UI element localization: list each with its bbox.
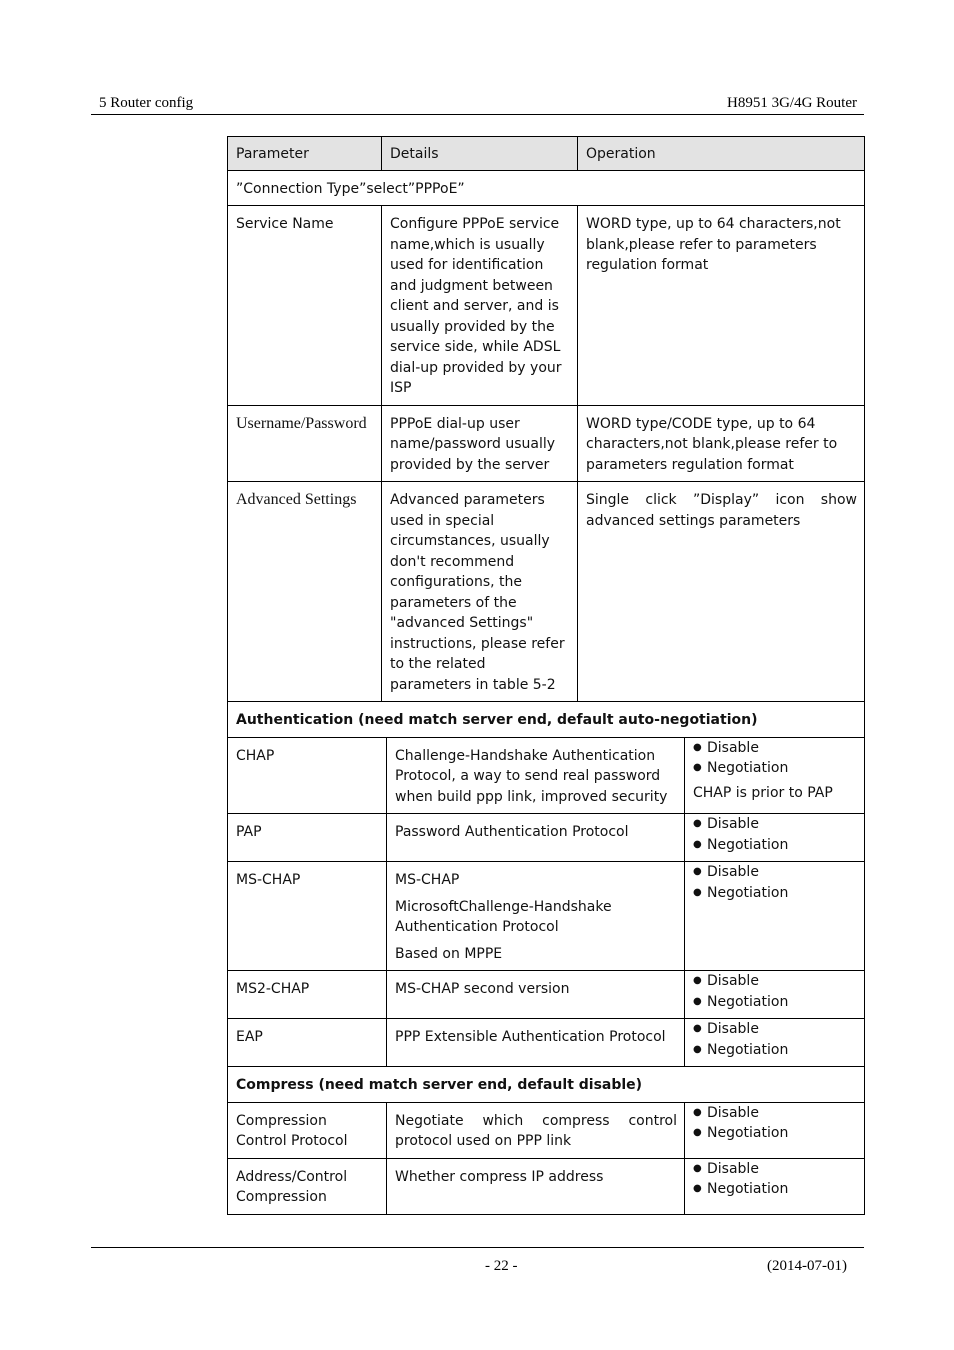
section-title-compress: Compress (need match server end, default disable) — [228, 1067, 865, 1103]
option-negotiation: ● Negotiation — [693, 992, 857, 1013]
header-chapter: 5 Router config — [99, 95, 194, 111]
footer-page-number: - 22 - — [485, 1258, 518, 1274]
header-product: H8951 3G/4G Router — [727, 95, 857, 111]
option-negotiation: ● Negotiation — [693, 1040, 857, 1061]
eap-options — [693, 1019, 857, 1060]
details-ms-chap — [387, 862, 685, 971]
option-disable: ● Disable — [693, 1019, 857, 1040]
ms-chap-details-basis: Based on MPPE — [395, 945, 503, 962]
operation-compression-control — [685, 1102, 865, 1158]
section-title-authentication: Authentication (need match server end, default auto-negotiation) — [228, 702, 865, 738]
operation-advanced-text: Single click ”Display” icon show advanced settings parameters — [586, 492, 857, 529]
option-disable: ● Disable — [693, 862, 857, 883]
compression-control-text: Negotiate which compress control protocol used on PPP link — [395, 1112, 677, 1149]
operation-eap — [685, 1019, 865, 1067]
param-compression-control: Compression Control Protocol — [228, 1102, 387, 1158]
option-disable: ● Disable — [693, 1159, 857, 1180]
option-negotiation: ● Negotiation — [693, 883, 857, 904]
header-rule — [91, 114, 864, 115]
operation-chap — [685, 737, 865, 814]
operation-service-name: WORD type, up to 64 characters,not blank,please refer to parameters regulation format — [578, 206, 865, 406]
ms-chap-details-name: MS-CHAP — [395, 872, 460, 888]
param-eap: EAP — [228, 1019, 387, 1067]
footer-date: (2014-07-01) — [767, 1258, 847, 1274]
param-chap: CHAP — [228, 737, 387, 814]
column-header-operation: Operation — [578, 137, 865, 171]
table-row-advanced-settings — [228, 482, 865, 702]
param-pap: PAP — [228, 814, 387, 862]
operation-ms-chap — [685, 862, 865, 971]
table-row-address-control — [228, 1158, 865, 1214]
table-row-eap — [228, 1019, 865, 1067]
compression-control-options — [693, 1103, 857, 1144]
option-negotiation: ● Negotiation — [693, 1179, 857, 1200]
param-advanced-settings: Advanced Settings — [228, 482, 382, 702]
details-chap: Challenge-Handshake Authentication Protocol, a way to send real password when build ppp link, improved security — [387, 737, 685, 814]
option-disable: ● Disable — [693, 814, 857, 835]
operation-address-control — [685, 1158, 865, 1214]
table-row-ms-chap — [228, 862, 865, 971]
auth-compress-table — [227, 737, 865, 1215]
option-disable: ● Disable — [693, 1103, 857, 1124]
param-service-name: Service Name — [228, 206, 382, 406]
section-row-compress — [228, 1067, 865, 1103]
table-row-chap — [228, 737, 865, 814]
param-ms-chap: MS-CHAP — [228, 862, 387, 971]
operation-username-password: WORD type/CODE type, up to 64 characters,not blank,please refer to parameters regulation format — [578, 405, 865, 482]
details-advanced-settings: Advanced parameters used in special circumstances, usually don't recommend configurations, the parameters of the "advanced Settings" instructions, please refer to the related parameters in table 5-2 — [382, 482, 578, 702]
pap-options — [693, 814, 857, 855]
param-address-control: Address/Control Compression — [228, 1158, 387, 1214]
table-row-compression-control — [228, 1102, 865, 1158]
address-control-options — [693, 1159, 857, 1200]
section-row-authentication — [228, 702, 865, 738]
details-eap: PPP Extensible Authentication Protocol — [387, 1019, 685, 1067]
parameter-table-container — [227, 136, 864, 1215]
section-row-pppoe — [228, 170, 865, 206]
operation-advanced-settings — [578, 482, 865, 702]
ms2-chap-options — [693, 971, 857, 1012]
ms-chap-details-full: MicrosoftChallenge-Handshake Authentication Protocol — [395, 898, 612, 935]
footer-rule — [91, 1247, 864, 1248]
chap-note: CHAP is prior to PAP — [693, 784, 833, 801]
option-negotiation: ● Negotiation — [693, 835, 857, 856]
details-address-control: Whether compress IP address — [387, 1158, 685, 1214]
option-disable: ● Disable — [693, 971, 857, 992]
operation-pap — [685, 814, 865, 862]
table-header-row — [228, 137, 865, 171]
details-username-password: PPPoE dial-up user name/password usually provided by the server — [382, 405, 578, 482]
param-username-password: Username/Password — [228, 405, 382, 482]
column-header-details: Details — [382, 137, 578, 171]
table-row-pap — [228, 814, 865, 862]
details-pap: Password Authentication Protocol — [387, 814, 685, 862]
table-row-username-password — [228, 405, 865, 482]
details-ms2-chap: MS-CHAP second version — [387, 971, 685, 1019]
pppoe-parameter-table — [227, 136, 865, 738]
section-title-pppoe: ”Connection Type”select”PPPoE” — [228, 170, 865, 206]
ms-chap-options — [693, 862, 857, 903]
option-negotiation: ● Negotiation — [693, 1123, 857, 1144]
table-row-ms2-chap — [228, 971, 865, 1019]
option-negotiation: ● Negotiation — [693, 758, 857, 779]
details-compression-control — [387, 1102, 685, 1158]
details-service-name: Configure PPPoE service name,which is usually used for identification and judgment between client and server, and is usually provided by the service side, while ADSL dial-up provided by your ISP — [382, 206, 578, 406]
option-disable: ● Disable — [693, 738, 857, 759]
chap-options — [693, 738, 857, 779]
table-row-service-name — [228, 206, 865, 406]
param-ms2-chap: MS2-CHAP — [228, 971, 387, 1019]
operation-ms2-chap — [685, 971, 865, 1019]
column-header-parameter: Parameter — [228, 137, 382, 171]
